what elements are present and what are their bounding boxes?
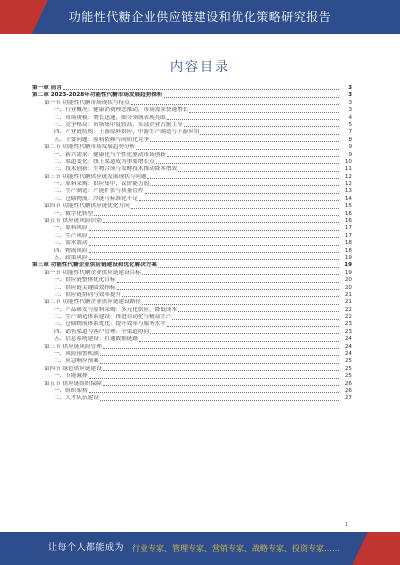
toc-leader-dots <box>89 237 339 238</box>
toc-leader-dots <box>103 348 339 349</box>
toc-leader-dots <box>167 156 339 157</box>
toc-entry-label: 四、销售渠道与客户管理：全渠道协同 <box>54 328 150 335</box>
toc-leader-dots <box>100 400 339 401</box>
toc-entry-page: 11 <box>344 166 352 173</box>
toc-entry-label: 第二节 功能性代糖市场发展趋势分析 <box>44 144 136 151</box>
toc-subsection-entry[interactable] <box>32 307 352 314</box>
toc-entry-page: 5 <box>348 121 352 128</box>
toc-entry-page: 3 <box>348 84 352 91</box>
toc-entry-label: 第四节 功能性代糖供应链优化方向 <box>44 203 130 210</box>
toc-subsection-entry[interactable] <box>32 351 352 358</box>
toc-entry-page: 25 <box>344 365 352 372</box>
toc-subsection-entry[interactable] <box>32 358 352 365</box>
toc-subsection-entry[interactable] <box>32 233 352 240</box>
toc-entry-page: 24 <box>344 351 352 358</box>
toc-entry-label: 三、供应链协同与效率提升 <box>54 291 122 298</box>
toc-entry-label: 二、供应链关键绩效指标 <box>54 284 116 291</box>
toc-entry-label: 一、供应链整体优化目标 <box>54 277 116 284</box>
toc-entry-page: 9 <box>348 151 352 158</box>
toc-entry-page: 25 <box>344 373 352 380</box>
toc-subsection-entry[interactable] <box>32 373 352 380</box>
toc-section-entry[interactable] <box>32 100 352 107</box>
toc-entry-label: 第五节 供应链组织保障 <box>44 380 102 387</box>
toc-entry-label: 一、原料采购：供应集中，议价能力弱 <box>54 181 150 188</box>
toc-entry-label: 三、竞争格局：市场集中度较高，头部企业占据主导 <box>54 121 183 128</box>
toc-leader-dots <box>178 171 339 172</box>
toc-entry-label: 第二节 功能性代糖企业供应链建设路径 <box>44 299 141 306</box>
toc-entry-label: 第一章 前言 <box>32 84 62 91</box>
toc-leader-dots <box>150 333 339 334</box>
toc-section-entry[interactable] <box>32 344 352 351</box>
report-title: 功能性代糖企业供应链建设和优化策略研究报告 <box>68 10 332 24</box>
toc-entry-label: 一、新兴需求：健康化与个性化驱动市场创新 <box>54 151 166 158</box>
toc-entry-label: 二、渠道变化：线上渠道成为重要增长点 <box>54 158 155 165</box>
toc-leader-dots <box>103 370 339 371</box>
toc-subsection-entry[interactable] <box>32 255 352 262</box>
toc-entry-page: 26 <box>344 380 352 387</box>
toc-leader-dots <box>89 378 339 379</box>
toc-leader-dots <box>136 149 339 150</box>
toc-entry-page: 21 <box>344 291 352 298</box>
toc-leader-dots <box>89 259 339 260</box>
toc-leader-dots <box>200 134 339 135</box>
toc-entry-label: 一、产品研发与原料采购：多元化供应，降低成本 <box>54 306 178 313</box>
toc-entry-page: 3 <box>348 99 352 106</box>
toc-entry-page: 16 <box>344 218 352 225</box>
toc-leader-dots <box>131 104 339 105</box>
toc-leader-dots <box>117 282 339 283</box>
toc-entry-label: 四、物流风险 <box>54 247 88 254</box>
toc-entry-label: 第三节 功能性代糖供应链发展现状与问题 <box>44 173 147 180</box>
toc-leader-dots <box>150 141 339 142</box>
toc-leader-dots <box>100 355 339 356</box>
toc-entry-page: 7 <box>348 129 352 136</box>
toc-entry-page: 18 <box>344 247 352 254</box>
toc-entry-label: 五、信息系统建设：打通数据链路 <box>54 336 138 343</box>
toc-subsection-entry[interactable] <box>32 314 352 321</box>
toc-subsection-entry[interactable] <box>32 248 352 255</box>
toc-chapter-entry[interactable] <box>32 92 352 99</box>
toc-entry-page: 18 <box>344 240 352 247</box>
toc-leader-dots <box>89 392 339 393</box>
toc-entry-page: 24 <box>344 336 352 343</box>
toc-entry-label: 二、应急响应预案 <box>54 358 99 365</box>
toc-entry-page: 3 <box>348 107 352 114</box>
toc-subsection-entry[interactable] <box>32 395 352 402</box>
toc-entry-label: 五、政策风险 <box>54 254 88 261</box>
toc-section-entry[interactable] <box>32 299 352 306</box>
footer-slogan: 让每个人都能成为 <box>48 543 125 553</box>
toc-entry-page: 19 <box>344 254 352 261</box>
toc-section-entry[interactable] <box>32 381 352 388</box>
toc-entry-label: 第一节 功能性代糖企业供应链建设目标 <box>44 269 141 276</box>
toc-leader-dots <box>117 289 339 290</box>
toc-entry-page: 8 <box>348 136 352 143</box>
toc-leader-dots <box>142 274 339 275</box>
toc-subsection-entry[interactable] <box>32 115 352 122</box>
toc-section-entry[interactable] <box>32 218 352 225</box>
toc-entry-page: 21 <box>344 299 352 306</box>
toc-entry-label: 五、主要问题：原料依赖与同质化竞争 <box>54 136 150 143</box>
toc-entry-page: 3 <box>348 92 352 99</box>
toc-subsection-entry[interactable] <box>32 181 352 188</box>
toc-subsection-entry[interactable] <box>32 211 352 218</box>
toc-entry-page: 14 <box>344 195 352 202</box>
toc-entry-page: 23 <box>344 328 352 335</box>
toc-entry-page: 26 <box>344 388 352 394</box>
toc-entry-label: 三、技术创新：生物合成与发酵技术推动降本增效 <box>54 166 178 173</box>
toc-leader-dots <box>89 230 339 231</box>
toc-entry-page: 17 <box>344 225 352 232</box>
toc-entry-page: 12 <box>344 173 352 180</box>
toc-leader-dots <box>156 163 339 164</box>
toc-entry-label: 第三章 功能性代糖企业供应链建设和优化解决方案 <box>32 262 158 269</box>
toc-subsection-entry[interactable] <box>32 322 352 329</box>
toc-subsection-entry[interactable] <box>32 240 352 247</box>
toc-entry-page: 19 <box>344 269 352 276</box>
toc-entry-page: 4 <box>348 114 352 121</box>
header-banner <box>0 0 400 34</box>
toc-entry-label: 第四节 绿色供应链建设 <box>44 365 102 372</box>
toc-entry-label: 二、市场规模：增长迅速，细分领域表现亮眼 <box>54 114 166 121</box>
toc-leader-dots <box>139 341 339 342</box>
toc-entry-label: 第一节 功能性代糖市场现状与特点 <box>44 99 130 106</box>
toc-leader-dots <box>131 208 339 209</box>
toc-entry-page: 17 <box>344 232 352 239</box>
toc-subsection-entry[interactable] <box>32 388 352 395</box>
toc-chapter-entry[interactable] <box>32 85 352 92</box>
toc-entry-label: 三、需求波动 <box>54 240 88 247</box>
toc-entry-label: 一、原料风险 <box>54 225 88 232</box>
toc-leader-dots <box>178 311 339 312</box>
toc-entry-label: 一、数字化转型 <box>54 210 94 217</box>
toc-heading: 内容目录 <box>169 60 230 75</box>
toc-entry-page: 23 <box>344 321 352 328</box>
toc-subsection-entry[interactable] <box>32 285 352 292</box>
toc-entry-page: 16 <box>344 210 352 217</box>
toc-leader-dots <box>158 267 339 268</box>
toc-leader-dots <box>164 97 339 98</box>
toc-entry-page: 25 <box>344 358 352 365</box>
toc-entry-label: 三、仓储物流：冷链与标准化不足 <box>54 195 138 202</box>
toc-leader-dots <box>189 112 339 113</box>
toc-entry-label: 一、组织架构 <box>54 388 88 394</box>
toc-entry-page: 19 <box>344 262 352 269</box>
toc-entry-label: 第五节 供应链风险识别 <box>44 218 102 225</box>
toc-leader-dots <box>89 245 339 246</box>
toc-section-entry[interactable] <box>32 366 352 373</box>
toc-leader-dots <box>100 363 339 364</box>
toc-leader-dots <box>103 222 339 223</box>
toc-subsection-entry[interactable] <box>32 277 352 284</box>
table-of-contents <box>32 85 352 403</box>
toc-leader-dots <box>145 193 339 194</box>
toc-subsection-entry[interactable] <box>32 137 352 144</box>
toc-section-entry[interactable] <box>32 203 352 210</box>
footer-banner <box>0 532 400 565</box>
toc-entry-label: 三、仓储物流体系优化：提升效率与服务水平 <box>54 321 166 328</box>
toc-entry-page: 20 <box>344 277 352 284</box>
footer-accent-stripe <box>352 532 400 565</box>
footer-expert-list: 行业专家、管理专家、营销专家、战略专家、投资专家…… <box>132 544 340 553</box>
toc-subsection-entry[interactable] <box>32 329 352 336</box>
toc-leader-dots <box>94 215 339 216</box>
toc-leader-dots <box>142 304 339 305</box>
toc-section-entry[interactable] <box>32 144 352 151</box>
toc-subsection-entry[interactable] <box>32 292 352 299</box>
toc-entry-page: 22 <box>344 314 352 321</box>
toc-leader-dots <box>167 119 339 120</box>
toc-leader-dots <box>167 326 339 327</box>
toc-entry-label: 第二章 2023-2028年功能性代糖市场发展趋势探析 <box>32 92 163 99</box>
toc-entry-label: 二、生产风险 <box>54 232 88 239</box>
toc-entry-label: 一、风险预警机制 <box>54 351 99 358</box>
toc-subsection-entry[interactable] <box>32 336 352 343</box>
toc-entry-page: 13 <box>344 188 352 195</box>
toc-entry-page: 20 <box>344 284 352 291</box>
page-number: 1 <box>344 522 348 528</box>
toc-entry-label: 二、生产制造体系建设：推进自动化与精益生产 <box>54 314 172 321</box>
toc-chapter-entry[interactable] <box>32 262 352 269</box>
toc-entry-page: 22 <box>344 306 352 313</box>
toc-subsection-entry[interactable] <box>32 188 352 195</box>
toc-subsection-entry[interactable] <box>32 225 352 232</box>
toc-entry-page: 12 <box>344 181 352 188</box>
toc-subsection-entry[interactable] <box>32 122 352 129</box>
toc-subsection-entry[interactable] <box>32 107 352 114</box>
toc-subsection-entry[interactable] <box>32 159 352 166</box>
toc-leader-dots <box>63 89 339 90</box>
toc-section-entry[interactable] <box>32 174 352 181</box>
toc-entry-page: 9 <box>348 144 352 151</box>
toc-entry-label: 一、节能减排 <box>54 373 88 380</box>
toc-leader-dots <box>150 185 339 186</box>
toc-entry-page: 15 <box>344 203 352 210</box>
toc-subsection-entry[interactable] <box>32 152 352 159</box>
toc-leader-dots <box>139 200 339 201</box>
toc-entry-page: 27 <box>344 395 352 402</box>
toc-section-entry[interactable] <box>32 270 352 277</box>
toc-leader-dots <box>172 319 339 320</box>
toc-entry-page: 24 <box>344 343 352 350</box>
toc-subsection-entry[interactable] <box>32 129 352 136</box>
toc-subsection-entry[interactable] <box>32 196 352 203</box>
toc-leader-dots <box>147 178 339 179</box>
toc-entry-label: 一、行业概况：健康消费理念推动，市场需求快速增长 <box>54 107 189 114</box>
toc-entry-page: 10 <box>344 158 352 165</box>
toc-leader-dots <box>184 126 339 127</box>
toc-entry-label: 二、生产制造：产能扩张与质量管控 <box>54 188 144 195</box>
toc-entry-label: 二、人才队伍建设 <box>54 395 99 402</box>
toc-subsection-entry[interactable] <box>32 166 352 173</box>
toc-entry-label: 第三节 供应链风险管理 <box>44 343 102 350</box>
toc-leader-dots <box>103 385 339 386</box>
toc-leader-dots <box>122 296 339 297</box>
toc-entry-label: 四、产业链结构：上游原料供应、中游生产制造与下游应用 <box>54 129 200 136</box>
toc-leader-dots <box>89 252 339 253</box>
